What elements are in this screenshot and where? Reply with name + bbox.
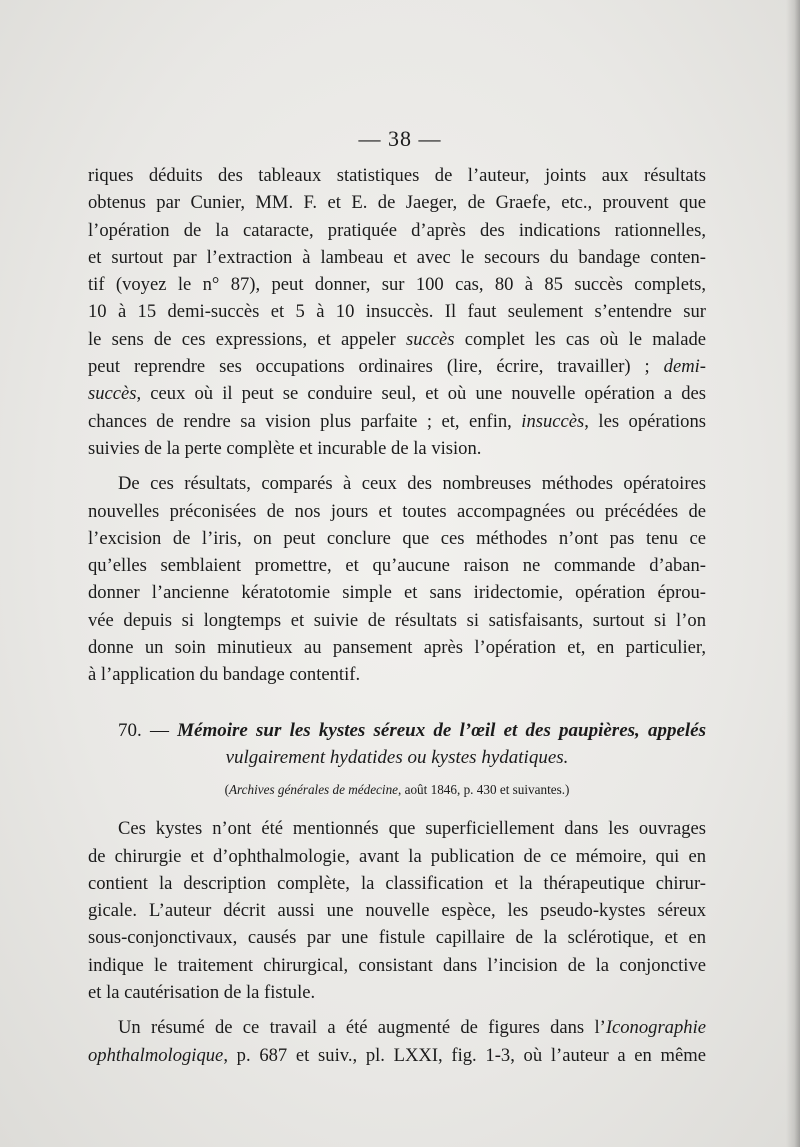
paragraph-1 [88,162,706,462]
text-span: , p. 687 et suiv., pl. LXXI, fig. 1-3, où l’auteur a en même [223,1044,706,1066]
text-line: indique le traitement chirurgical, consistant dans l’incision de la conjonctive [88,954,706,976]
text-line [88,408,706,435]
section-title-line-2: vulgairement hydatides ou kystes hydatiques. [225,746,569,768]
section-spacer [88,689,706,703]
text-span: peut reprendre ses occupations ordinaires (lire, écrire, travailler) ; [88,356,664,378]
page-edge-shadow [786,0,800,1147]
text-line: suivies de la perte complète et incurable de la vision. [88,437,482,459]
text-line: sous-conjonctivaux, causés par une fistule capillaire de la sclérotique, et en [88,927,706,949]
italic-term-demi: demi- [663,356,706,378]
text-line: Ces kystes n’ont été mentionnés que superficiellement dans les ouvrages [118,818,706,840]
italic-title-iconographie: Iconographie [605,1017,706,1039]
text-line: à l’application du bandage contentif. [88,664,361,686]
text-line: qu’elles semblaient promettre, et qu’aucune raison ne commande d’aban- [88,555,706,577]
section-number: 70. — [118,719,178,741]
text-line: obtenus par Cunier, MM. F. et E. de Jaeger, de Graefe, etc., prouvent que [88,192,706,214]
reference-journal: Archives générales de médecine [228,782,399,798]
page-number: — 38 — [358,126,442,151]
text-line: tif (voyez le n° 87), peut donner, sur 100 cas, 80 à 85 succès complets, [88,274,706,296]
text-span: , ceux où il peut se conduire seul, et où une nouvelle opération a des [136,383,706,405]
text-line: donne un soin minutieux au pansement après l’opération et, en particulier, [88,637,706,659]
section-title-line-1: Mémoire sur les kystes séreux de l’œil et des paupières, appelés [177,719,707,741]
text-line: 10 à 15 demi-succès et 5 à 10 insuccès. Il faut seulement s’entendre sur [88,301,706,323]
text-line [88,1014,706,1041]
text-line: contient la description complète, la classification et la thérapeutique chirur- [88,872,706,894]
section-spacer [88,703,706,717]
text-line: De ces résultats, comparés à ceux des nombreuses méthodes opératoires [118,473,706,495]
page-body [88,162,706,1069]
text-line: de chirurgie et d’ophthalmologie, avant la publication de ce mémoire, qui en [88,845,706,867]
text-line [88,353,706,380]
italic-title-ophthalmologique: ophthalmologique [88,1044,224,1066]
section-spacer [88,801,706,815]
text-span: le sens de ces expressions, et appeler [88,328,406,350]
text-line [88,380,706,407]
text-span: , les opérations [584,410,706,432]
paragraph-spacer [88,1006,706,1014]
text-line: et surtout par l’extraction à lambeau et avec le secours du bandage conten- [88,246,706,268]
paragraph-spacer [88,462,706,470]
paragraph-3 [88,815,706,1006]
text-line: l’excision de l’iris, on peut conclure que ces méthodes n’ont pas tenu ce [88,527,706,549]
text-line: riques déduits des tableaux statistiques de l’auteur, joints aux résultats [88,165,706,186]
paragraph-4 [88,1014,706,1069]
text-line [88,1042,706,1069]
text-span: Un résumé de ce travail a été augmenté de figures dans l’ [118,1017,606,1039]
section-70-heading [88,717,706,802]
italic-term-insucces: insuccès [521,410,585,432]
text-line: donner l’ancienne kératotomie simple et sans iridectomie, opération éprou- [88,582,706,604]
text-line: vée depuis si longtemps et suivie de résultats si satisfaisants, surtout si l’on [88,609,706,631]
text-line: gicale. L’auteur décrit aussi une nouvelle espèce, les pseudo-kystes séreux [88,900,706,922]
text-span: chances de rendre sa vision plus parfaite ; et, enfin, [88,410,522,432]
text-line [88,326,706,353]
text-line: l’opération de la cataracte, pratiquée d’après des indications rationnelles, [88,219,706,241]
text-span: complet les cas où le malade [454,328,706,350]
section-reference [88,779,706,801]
paragraph-2 [88,470,706,688]
reference-open: ( [224,782,229,798]
text-line: nouvelles préconisées de nos jours et toutes accompagnées ou précédées de [88,500,706,522]
italic-term-succes: succès [88,383,137,405]
section-title [88,717,706,744]
reference-details: , août 1846, p. 430 et suivantes.) [398,782,570,798]
italic-term-succes: succès [406,328,455,350]
text-line: et la cautérisation de la fistule. [88,982,316,1004]
